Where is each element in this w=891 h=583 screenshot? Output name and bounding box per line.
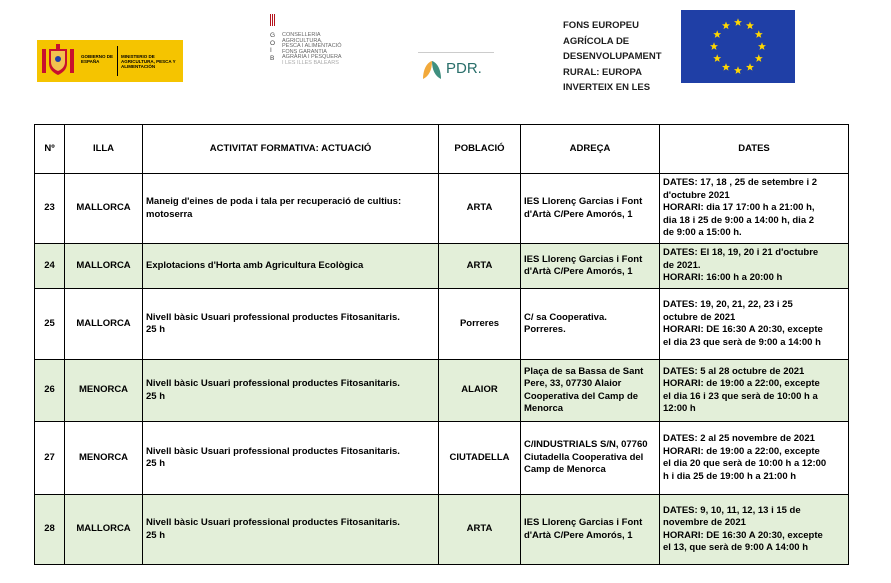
cell-illa: MALLORCA <box>65 174 143 244</box>
table-row <box>35 174 849 244</box>
feader-line: RURAL: EUROPA <box>563 66 642 78</box>
cell-line: d'Artà C/Pere Amorós, 1 <box>524 266 633 277</box>
table-row <box>35 244 849 289</box>
cell-poblacio: Porreres <box>439 289 521 360</box>
column-header-activitat: ACTIVITAT FORMATIVA: ACTUACIÓ <box>143 125 439 174</box>
cell-adreca <box>521 174 660 244</box>
table-row <box>35 360 849 422</box>
feader-line: DESENVOLUPAMENT <box>563 51 662 62</box>
cell-activitat <box>143 495 439 565</box>
column-header-illa: ILLA <box>65 125 143 174</box>
cell-adreca <box>521 495 660 565</box>
cell-line: Nivell bàsic Usuari professional productes Fitosanitaris. <box>146 311 400 323</box>
table-row <box>35 495 849 565</box>
cell-line: IES Llorenç Garcias i Font <box>524 196 643 207</box>
cell-activitat <box>143 174 439 244</box>
cell-poblacio: ARTA <box>439 495 521 565</box>
cell-illa: MALLORCA <box>65 244 143 289</box>
cell-adreca <box>521 360 660 422</box>
cell-line: Plaça de sa Bassa de Sant <box>524 365 644 377</box>
eu-star <box>758 42 766 50</box>
eu-star <box>734 66 742 74</box>
ministerio-text: MINISTERIO DE AGRICULTURA, PESCA Y ALIMENTACIÓN <box>121 54 176 69</box>
cell-line: Pere, 33, 07730 Alaior <box>524 378 622 389</box>
goib-letter: O <box>270 39 276 47</box>
eu-star <box>734 18 742 26</box>
cell-adreca <box>521 289 660 360</box>
goib-line: CONSELLERIA <box>282 32 321 38</box>
eu-star <box>755 54 763 62</box>
eu-flag <box>681 10 795 83</box>
cell-line: DATES: 19, 20, 21, 22, 23 i 25 <box>663 299 793 310</box>
cell-line: d'Artà C/Pere Amorós, 1 <box>524 208 633 220</box>
cell-line: 25 h <box>146 458 166 469</box>
column-header-poblacio: POBLACIÓ <box>439 125 521 174</box>
goib-letter: G <box>270 32 276 39</box>
cell-activitat <box>143 289 439 360</box>
cell-line: IES Llorenç Garcias i Font <box>524 517 643 528</box>
cell-dates <box>660 289 849 360</box>
cell-line: Nivell bàsic Usuari professional productes Fitosanitaris. <box>146 445 400 457</box>
cell-line: C/ sa Cooperativa. <box>524 311 607 323</box>
goib-letter: I <box>270 47 272 54</box>
cell-line: Porreres. <box>524 324 566 335</box>
cell-dates <box>660 360 849 422</box>
pdr-label: PDR. <box>446 60 482 77</box>
gobierno-espana-logo <box>37 40 183 82</box>
eu-star <box>710 42 718 50</box>
cell-line: novembre de 2021 <box>663 517 746 528</box>
cell-line: IES Llorenç Garcias i Font <box>524 253 643 265</box>
cell-line: Explotacions d'Horta amb Agricultura Ecològica <box>146 259 364 271</box>
goib-letter: B <box>270 54 275 62</box>
cell-adreca <box>521 422 660 495</box>
cell-num: 24 <box>35 244 65 289</box>
spain-coat-of-arms-icon <box>40 43 76 79</box>
cell-num: 23 <box>35 174 65 244</box>
cell-line: de 9:00 a 15:00 h. <box>663 227 742 239</box>
cell-line: HORARI: dia 17 17:00 h a 21:00 h, <box>663 202 815 214</box>
cell-line: DATES: 2 al 25 novembre de 2021 <box>663 433 815 444</box>
cell-line: el dia 20 que serà de 10:00 h a 12:00 <box>663 458 827 469</box>
table-header-row <box>35 125 849 174</box>
cell-line: DATES: 9, 10, 11, 12, 13 i 15 de <box>663 504 801 516</box>
goib-conselleria-logo <box>262 14 362 78</box>
cell-poblacio: ARTA <box>439 244 521 289</box>
cell-line: el 13, que serà de 9:00 A 14:00 h <box>663 542 809 553</box>
eu-star <box>755 30 763 38</box>
cell-num: 25 <box>35 289 65 360</box>
cell-dates <box>660 244 849 289</box>
goib-department-text <box>282 32 372 67</box>
cell-dates <box>660 174 849 244</box>
feader-text <box>563 18 683 96</box>
goib-line: I LES ILLES BALEARS <box>282 59 339 66</box>
cell-line: HORARI: DE 16:30 A 20:30, excepte <box>663 529 823 541</box>
goib-line: AGRÀRIA I PESQUERA <box>282 54 342 60</box>
document-header <box>0 0 891 120</box>
feader-line: AGRÍCOLA DE <box>563 35 630 47</box>
eu-star <box>722 63 730 71</box>
cell-line: 12:00 h <box>663 403 696 414</box>
cell-poblacio: CIUTADELLA <box>439 422 521 495</box>
cell-illa: MENORCA <box>65 422 143 495</box>
cell-line: Nivell bàsic Usuari professional productes Fitosanitaris. <box>146 378 400 389</box>
pdr-logo <box>418 52 498 86</box>
cell-line: Camp de Menorca <box>524 464 606 476</box>
cell-line: HORARI: DE 16:30 A 20:30, excepte <box>663 324 823 335</box>
goib-letters <box>270 32 275 62</box>
cell-poblacio: ALAIOR <box>439 360 521 422</box>
cell-line: DATES: 17, 18 , 25 de setembre i 2 <box>663 177 818 189</box>
cell-poblacio: ARTA <box>439 174 521 244</box>
cell-line: d'Artà C/Pere Amorós, 1 <box>524 529 633 541</box>
cell-num: 26 <box>35 360 65 422</box>
cell-activitat <box>143 422 439 495</box>
cell-illa: MALLORCA <box>65 289 143 360</box>
cell-illa: MENORCA <box>65 360 143 422</box>
cell-line: Cooperativa del Camp de <box>524 390 639 402</box>
cell-line: motoserra <box>146 208 193 220</box>
feader-line: INVERTEIX EN LES <box>563 82 651 93</box>
goib-line: PESCA I ALIMENTACIÓ <box>282 43 342 49</box>
cell-illa: MALLORCA <box>65 495 143 565</box>
eu-star <box>713 54 721 62</box>
cell-line: el dia 16 i 23 que serà de 10:00 h a <box>663 390 818 402</box>
cell-line: el dia 23 que serà de 9:00 a 14:00 h <box>663 336 821 348</box>
leaf-icon <box>420 58 444 82</box>
pdr-rule <box>418 52 494 53</box>
eu-star <box>746 63 754 71</box>
eu-stars-icon <box>681 10 795 83</box>
table-row <box>35 422 849 495</box>
table-row <box>35 289 849 360</box>
cell-line: DATES: El 18, 19, 20 i 21 d'octubre <box>663 247 819 259</box>
eu-star <box>713 30 721 38</box>
cell-line: DATES: 5 al 28 octubre de 2021 <box>663 365 805 377</box>
eu-star <box>722 22 730 30</box>
cell-line: 25 h <box>146 529 166 541</box>
column-header-num: Nº <box>35 125 65 174</box>
cell-line: HORARI: de 19:00 a 22:00, excepte <box>663 445 820 457</box>
cell-activitat <box>143 360 439 422</box>
cell-num: 28 <box>35 495 65 565</box>
cell-dates <box>660 422 849 495</box>
training-activities-table <box>34 124 849 565</box>
cell-line: octubre de 2021 <box>663 311 736 323</box>
goib-bars-icon <box>270 14 276 26</box>
cell-num: 27 <box>35 422 65 495</box>
cell-line: 25 h <box>146 324 166 335</box>
goib-line: FONS GARANTIA <box>282 48 327 55</box>
column-header-dates: DATES <box>660 125 849 174</box>
cell-activitat <box>143 244 439 289</box>
cell-line: d'octubre 2021 <box>663 189 730 201</box>
cell-line: 25 h <box>146 390 166 402</box>
cell-dates <box>660 495 849 565</box>
cell-line: Nivell bàsic Usuari professional productes Fitosanitaris. <box>146 517 400 528</box>
eu-star <box>746 22 754 30</box>
cell-adreca <box>521 244 660 289</box>
logo-divider <box>117 46 118 76</box>
cell-line: Ciutadella Cooperativa del <box>524 451 644 463</box>
gobierno-text: GOBIERNO DE ESPAÑA <box>81 54 114 64</box>
cell-line: dia 18 i 25 de 9:00 a 14:00 h, dia 2 <box>663 214 815 226</box>
goib-line: AGRICULTURA, <box>282 37 323 44</box>
cell-line: HORARI: de 19:00 a 22:00, excepte <box>663 378 820 389</box>
cell-line: Menorca <box>524 403 564 414</box>
cell-line: Maneig d'eines de poda i tala per recuperació de cultius: <box>146 196 402 207</box>
cell-line: h i dia 25 de 19:00 h a 21:00 h <box>663 470 797 482</box>
cell-line: HORARI: 16:00 h a 20:00 h <box>663 272 783 284</box>
column-header-adreca: ADREÇA <box>521 125 660 174</box>
feader-line: FONS EUROPEU <box>563 20 640 31</box>
cell-line: de 2021. <box>663 259 701 271</box>
cell-line: C/INDUSTRIALS S/N, 07760 <box>524 439 648 451</box>
